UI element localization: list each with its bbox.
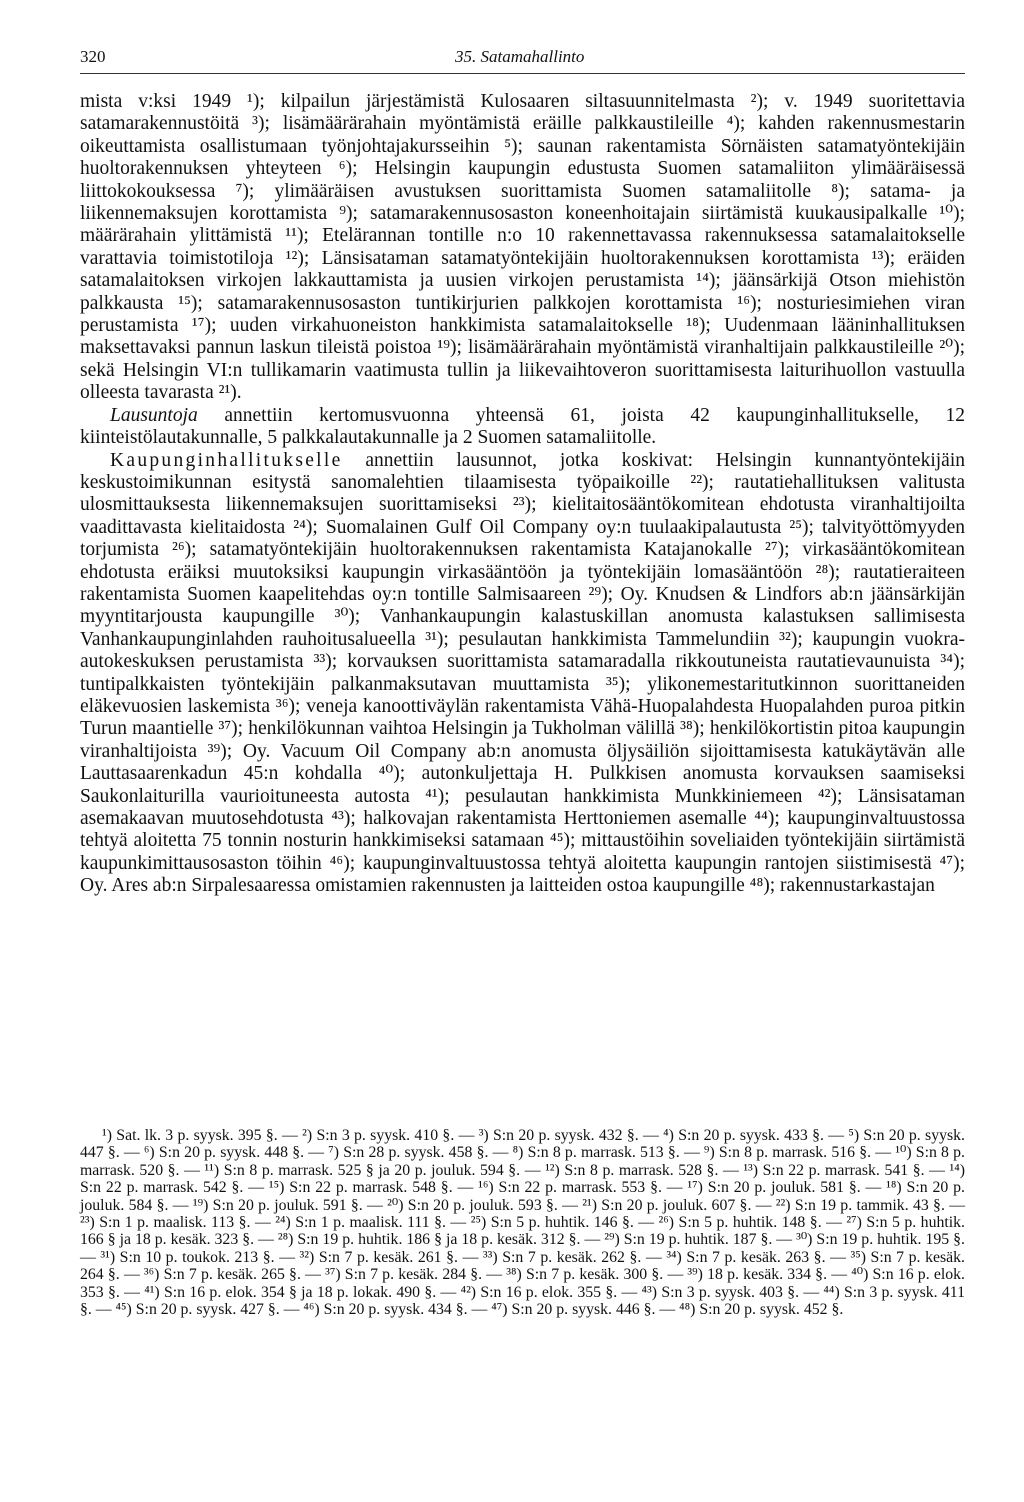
body-text: [80, 91, 965, 898]
paragraph-lead-lausuntoja: Lausuntoja: [110, 404, 198, 426]
paragraph-statements-city-board: [80, 450, 965, 898]
paragraph-text: annettiin lausunnot, jotka koskivat: Helsingin kunnantyöntekijäin keskustoimikunnan esitystä sanomalehtien tilaamisesta työpaikoille ²²); rautatiehallituksen valitusta ulosmittauksesta liikennemaksujen suorittamiseksi ²³); kielitaitosääntökomitean ehdotusta viranhaltijoilta vaadittavasta kielitaidosta ²⁴); Suomalainen Gulf Oil Company oy:n tuulaakipalautusta ²⁵); talvityöttömyyden torjumista ²⁶); satamatyöntekijäin huoltorakennuksen rakentamista Katajanokalle ²⁷); virkasääntökomitean ehdotusta eräiksi muutoksiksi kaupungin virkasääntöön ja työntekijäin lomasääntöön ²⁸); rautatieraiteen rakentamista Suomen kaapelitehdas oy:n tontille Salmisaareen ²⁹); Oy. Knudsen & Lindfors ab:n jäänsärkijän myyntitarjousta kaupungille ³⁰); Vanhankaupungin kalastuskillan anomusta kalastuksen sallimisesta Vanhankaupunginlahden rauhoitusalueella ³¹); pesulautan hankkimista Tammelundiin ³²); kaupungin vuokra-autokeskuksen perustamista ³³); korvauksen suorittamista satamaradalla rikkoutuneista rautatievaunuista ³⁴); tuntipalkkaisten työntekijäin palkanmaksutavan muuttamista ³⁵); ylikonemestaritutkinnon suorittaneiden eläkevuosien laskemista ³⁶); veneja kanoottiväylän rakentamista Vähä-Huopalahdesta Huopalahden puroa pitkin Turun maantielle ³⁷); henkilökunnan vaihtoa Helsingin ja Tukholman välillä ³⁸); henkilökortistin pitoa kaupungin viranhaltijoista ³⁹); Oy. Vacuum Oil Company ab:n anomusta öljysäiliön sijoittamisesta katukäytävän alle Lauttasaarenkadun 45:n kohdalla ⁴⁰); autonkuljettaja H. Pulkkisen anomusta korvauksen saamiseksi Saukonlaiturilla vaurioituneesta autosta ⁴¹); pesulautan hankkimista Munkkiniemeen ⁴²); Länsisataman asemakaavan muutosehdotusta ⁴³); halkovajan rakentamista Herttoniemen asemalle ⁴⁴); kaupunginvaltuustossa tehtyä aloitetta 75 tonnin nosturin hankkimiseksi satamaan ⁴⁵); mittaustöihin soveliaiden työntekijäin siirtämistä kaupunkimittausosaston töihin ⁴⁶); kaupunginvaltuustossa tehtyä aloitetta kaupungin rantojen siistimisestä ⁴⁷); Oy. Ares ab:n Sirpalesaaressa omistamien rakennusten ja laitteiden ostoa kaupungille ⁴⁸); rakennustarkastajan: [80, 449, 965, 897]
page-header: [80, 47, 965, 71]
footnotes: [80, 1127, 965, 1318]
paragraph-lead-kaupunginhallitukselle: Kaupunginhallitukselle: [110, 449, 343, 471]
paragraph-statements-summary: [80, 405, 965, 450]
header-rule: [80, 73, 965, 74]
running-title: 35. Satamahallinto: [455, 47, 585, 66]
footnote-text: ¹) Sat. lk. 3 p. syysk. 395 §. — ²) S:n 3 p. syysk. 410 §. — ³) S:n 20 p. syysk. 432 §. — ⁴) S:n 20 p. syysk. 433 §. — ⁵) S:n 20 p. syysk. 447 §. — ⁶) S:n 20 p. syysk. 448 §. — ⁷) S:n 28 p. syysk. 458 §. — ⁸) S:n 8 p. marrask. 513 §. — ⁹) S:n 8 p. marrask. 516 §. — ¹⁰) S:n 8 p. marrask. 520 §. — ¹¹) S:n 8 p. marrask. 525 § ja 20 p. jouluk. 594 §. — ¹²) S:n 8 p. marrask. 528 §. — ¹³) S:n 22 p. marrask. 541 §. — ¹⁴) S:n 22 p. marrask. 542 §. — ¹⁵) S:n 22 p. marrask. 548 §. — ¹⁶) S:n 22 p. marrask. 553 §. — ¹⁷) S:n 20 p. jouluk. 581 §. — ¹⁸) S:n 20 p. jouluk. 584 §. — ¹⁹) S:n 20 p. jouluk. 591 §. — ²⁰) S:n 20 p. jouluk. 593 §. — ²¹) S:n 20 p. jouluk. 607 §. — ²²) S:n 19 p. tammik. 43 §. — ²³) S:n 1 p. maalisk. 113 §. — ²⁴) S:n 1 p. maalisk. 111 §. — ²⁵) S:n 5 p. huhtik. 146 §. — ²⁶) S:n 5 p. huhtik. 148 §. — ²⁷) S:n 5 p. huhtik. 166 § ja 18 p. kesäk. 323 §. — ²⁸) S:n 19 p. huhtik. 186 § ja 18 p. kesäk. 312 §. — ²⁹) S:n 19 p. huhtik. 187 §. — ³⁰) S:n 19 p. huhtik. 195 §. — ³¹) S:n 10 p. toukok. 213 §. — ³²) S:n 7 p. kesäk. 261 §. — ³³) S:n 7 p. kesäk. 262 §. — ³⁴) S:n 7 p. kesäk. 263 §. — ³⁵) S:n 7 p. kesäk. 264 §. — ³⁶) S:n 7 p. kesäk. 265 §. — ³⁷) S:n 7 p. kesäk. 284 §. — ³⁸) S:n 7 p. kesäk. 300 §. — ³⁹) 18 p. kesäk. 334 §. — ⁴⁰) S:n 16 p. elok. 353 §. — ⁴¹) S:n 16 p. elok. 354 § ja 18 p. lokak. 490 §. — ⁴²) S:n 16 p. elok. 355 §. — ⁴³) S:n 3 p. syysk. 403 §. — ⁴⁴) S:n 3 p. syysk. 411 §. — ⁴⁵) S:n 20 p. syysk. 427 §. — ⁴⁶) S:n 20 p. syysk. 434 §. — ⁴⁷) S:n 20 p. syysk. 446 §. — ⁴⁸) S:n 20 p. syysk. 452 §.: [80, 1127, 965, 1319]
page-number: 320: [80, 47, 106, 66]
paragraph-text: annettiin kertomusvuonna yhteensä 61, joista 42 kaupunginhallitukselle, 12 kiinteistölautakunnalle, 5 palkkalautakunnalle ja 2 Suomen satamaliitolle.: [80, 404, 965, 449]
paragraph-decisions: mista v:ksi 1949 ¹); kilpailun järjestämistä Kulosaaren siltasuunnitelmasta ²); v. 1949 suoritettavia satamarakennustöitä ³); lisämäärärahain myöntämistä eräille palkkaustileille ⁴); kahden rakennusmestarin oikeuttamista osallistumaan työnjohtajakursseihin ⁵); saunan rakentamista Sörnäisten satamatyöntekijäin huoltorakennuksen yhteyteen ⁶); Helsingin kaupungin edustusta Suomen satamaliiton ylimääräisessä liittokokouksessa ⁷); ylimääräisen avustuksen suorittamista Suomen satamaliitolle ⁸); satama- ja liikennemaksujen korottamista ⁹); satamarakennusosaston koneenhoitajain siirtämistä kuukausipalkalle ¹⁰); määrärahain ylittämistä ¹¹); Etelärannan tontille n:o 10 rakennettavassa rakennuksessa satamalaitokselle varattavia toimistotiloja ¹²); Länsisataman satamatyöntekijäin huoltorakennuksen korottamista ¹³); eräiden satamalaitoksen virkojen lakkauttamista ja uusien virkojen perustamista ¹⁴); jäänsärkijä Otson miehistön palkkausta ¹⁵); satamarakennusosaston tuntikirjurien palkkojen korottamista ¹⁶); nosturiesimiehen viran perustamista ¹⁷); uuden virkahuoneiston hankkimista satamalaitokselle ¹⁸); Uudenmaan lääninhallituksen maksettavaksi pannun laskun tileistä poistoa ¹⁹); lisämäärärahain myöntämistä viranhaltijain palkkaustileille ²⁰); sekä Helsingin VI:n tullikamarin vaatimusta tullin ja liikevaihtoveron suorittamisesta laiturihuollon vastuulla olleesta tavarasta ²¹).: [80, 91, 965, 404]
